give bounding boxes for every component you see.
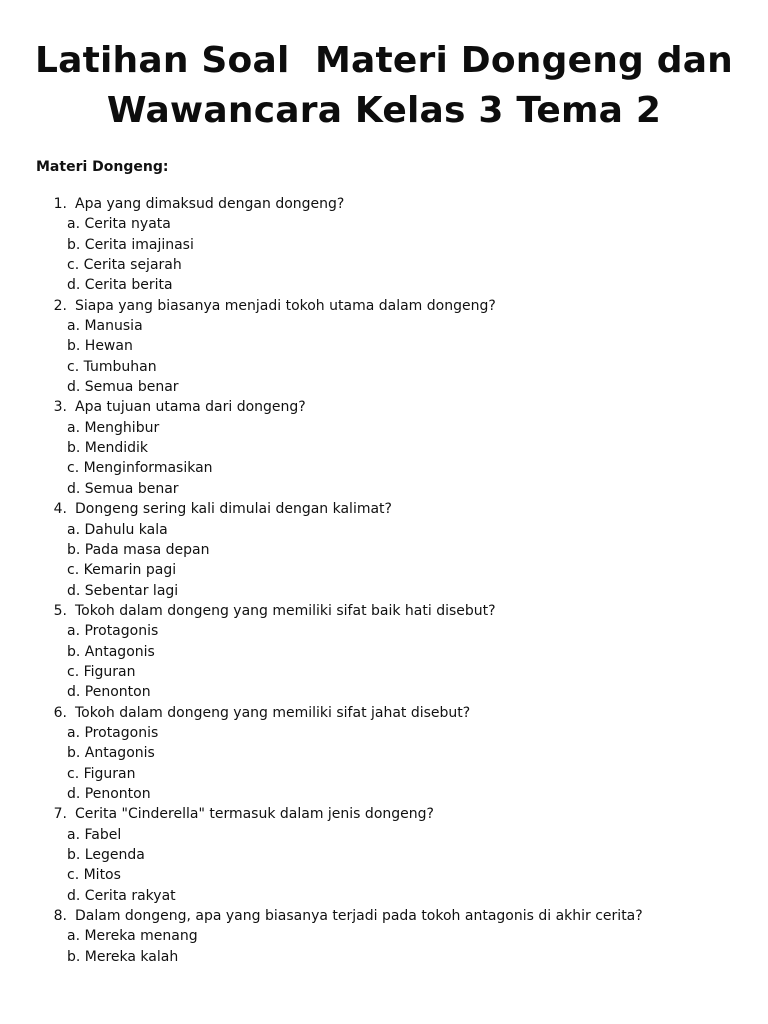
answer-option: a. Cerita nyata: [67, 216, 171, 233]
question-number-gap: [67, 703, 75, 723]
question-number-gap: [67, 296, 75, 316]
answer-option: b. Antagonis: [67, 643, 155, 660]
question-number: 3.: [53, 399, 67, 416]
question-text: Tokoh dalam dongeng yang memiliki sifat baik hati disebut?: [75, 602, 496, 619]
answer-option: b. Pada masa depan: [67, 541, 210, 558]
question-text: Dongeng sering kali dimulai dengan kalimat?: [75, 501, 392, 518]
answer-option: c. Tumbuhan: [67, 358, 157, 375]
answer-option: d. Sebentar lagi: [67, 582, 179, 599]
page-title: [0, 36, 768, 136]
question-item: [36, 397, 746, 499]
answer-option: c. Menginformasikan: [67, 460, 213, 477]
question-number-gap: [67, 804, 75, 824]
answer-option: a. Fabel: [67, 826, 122, 843]
question-item: [36, 703, 746, 805]
question-number: 6.: [53, 704, 67, 721]
page-title-line-1: Latihan Soal Materi Dongeng dan: [34, 40, 734, 81]
answer-option: a. Protagonis: [67, 724, 159, 741]
answer-option: c. Mitos: [67, 867, 121, 884]
answer-option: b. Mereka kalah: [67, 948, 179, 965]
question-text: Tokoh dalam dongeng yang memiliki sifat jahat disebut?: [75, 704, 471, 721]
answer-option: b. Mendidik: [67, 440, 149, 457]
question-line: [36, 194, 746, 214]
question-line: [36, 397, 746, 417]
question-text: Apa yang dimaksud dengan dongeng?: [75, 196, 345, 212]
question-list: [36, 194, 746, 967]
question-number-gap: [67, 397, 75, 417]
question-number: 5.: [53, 602, 67, 619]
question-item: [36, 601, 746, 703]
question-number: 4.: [53, 501, 67, 518]
question-item: [36, 296, 746, 398]
answer-option: d. Cerita rakyat: [67, 887, 176, 904]
question-text: Siapa yang biasanya menjadi tokoh utama dalam dongeng?: [75, 297, 496, 314]
question-text: Cerita "Cinderella" termasuk dalam jenis dongeng?: [75, 806, 434, 823]
answer-option: b. Antagonis: [67, 745, 155, 762]
answer-option: c. Figuran: [67, 663, 136, 680]
answer-option: c. Figuran: [67, 765, 136, 782]
question-text: Dalam dongeng, apa yang biasanya terjadi pada tokoh antagonis di akhir cerita?: [75, 908, 643, 925]
answer-option: c. Kemarin pagi: [67, 562, 177, 579]
answer-option: a. Manusia: [67, 318, 143, 335]
answer-option: d. Cerita berita: [67, 277, 173, 294]
question-item: [36, 194, 746, 296]
answer-option: a. Mereka menang: [67, 928, 198, 945]
question-number: 8.: [53, 908, 67, 925]
question-line: [36, 296, 746, 316]
answer-option: d. Semua benar: [67, 379, 179, 396]
answer-option: d. Penonton: [67, 785, 151, 802]
answer-option: d. Penonton: [67, 684, 151, 701]
question-number: 7.: [53, 806, 67, 823]
answer-option: b. Legenda: [67, 847, 145, 863]
answer-option: c. Cerita sejarah: [67, 257, 182, 274]
question-item: [36, 499, 746, 601]
question-number-gap: [67, 906, 75, 926]
answer-option: a. Menghibur: [67, 419, 160, 436]
answer-options: [36, 316, 746, 397]
answer-options: [36, 926, 746, 967]
answer-options: [36, 825, 746, 906]
answer-option: a. Dahulu kala: [67, 521, 168, 538]
question-number-gap: [67, 499, 75, 519]
question-number: 1.: [53, 196, 67, 212]
question-number-gap: [67, 601, 75, 621]
question-line: [36, 703, 746, 723]
question-number-gap: [67, 194, 75, 214]
answer-options: [36, 621, 746, 702]
question-line: [36, 601, 746, 621]
answer-options: [36, 723, 746, 804]
question-item: [36, 906, 746, 967]
answer-option: b. Cerita imajinasi: [67, 236, 194, 253]
page-title-line-2: Wawancara Kelas 3 Tema 2: [106, 90, 662, 131]
question-text: Apa tujuan utama dari dongeng?: [75, 399, 306, 416]
answer-option: a. Protagonis: [67, 623, 159, 640]
question-number: 2.: [53, 297, 67, 314]
question-line: [36, 499, 746, 519]
answer-option: d. Semua benar: [67, 480, 179, 497]
section-heading: Materi Dongeng:: [36, 159, 169, 175]
answer-options: [36, 418, 746, 499]
answer-options: [36, 214, 746, 295]
question-line: [36, 906, 746, 926]
question-item: [36, 804, 746, 906]
answer-options: [36, 520, 746, 601]
question-line: [36, 804, 746, 824]
answer-option: b. Hewan: [67, 338, 133, 355]
